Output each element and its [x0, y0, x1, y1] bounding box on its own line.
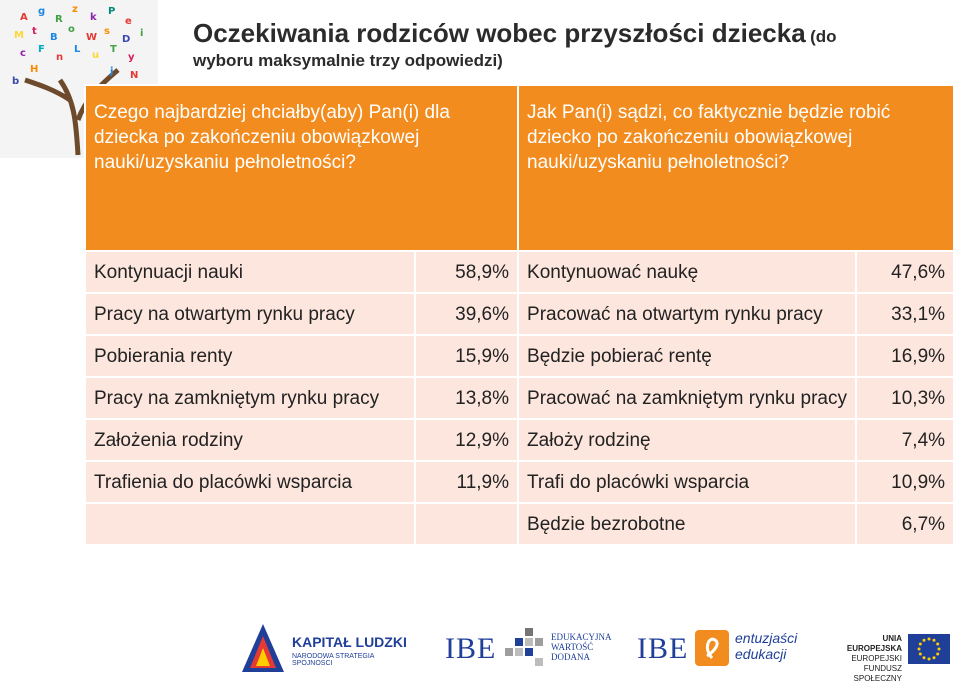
table-row: [85, 251, 954, 293]
svg-text:M: M: [14, 30, 24, 41]
svg-text:F: F: [38, 44, 45, 55]
right-answer-value: 7,4%: [856, 419, 954, 461]
svg-text:n: n: [56, 52, 64, 63]
eu-flag-icon: [908, 634, 950, 664]
ewd-line-3: DODANA: [551, 652, 590, 662]
svg-text:k: k: [90, 12, 97, 23]
ewd-text: [551, 632, 612, 662]
ewd-line-1: EDUKACYJNA: [551, 632, 612, 642]
right-answer-value: 10,9%: [856, 461, 954, 503]
left-answer-label: [85, 503, 415, 545]
svg-text:b: b: [12, 76, 20, 87]
svg-text:u: u: [92, 50, 100, 61]
question-right: Jak Pan(i) sądzi, co faktycznie będzie robić dziecko po zakończeniu obowiązkowej nauki/uzyskaniu pełnoletności?: [518, 85, 954, 251]
left-answer-value: 15,9%: [415, 335, 518, 377]
entuzjasci-emblem-icon: [695, 630, 729, 666]
kapital-ludzki-subtitle: NARODOWA STRATEGIA SPÓJNOŚCI: [292, 653, 375, 667]
right-answer-label: Pracować na zamkniętym rynku pracy: [518, 377, 856, 419]
ewd-line-2: WARTOŚĆ: [551, 642, 594, 652]
table-header-row: [85, 85, 954, 251]
right-answer-value: 6,7%: [856, 503, 954, 545]
table-row: [85, 335, 954, 377]
kapital-ludzki-logo: [240, 622, 410, 674]
eu-line-3: FUNDUSZ SPOŁECZNY: [853, 664, 902, 683]
right-answer-value: 10,3%: [856, 377, 954, 419]
right-answer-label: Będzie pobierać rentę: [518, 335, 856, 377]
left-answer-label: Pracy na otwartym rynku pracy: [85, 293, 415, 335]
table-row: [85, 293, 954, 335]
svg-text:y: y: [128, 52, 135, 63]
svg-text:t: t: [32, 26, 37, 37]
left-answer-label: Pracy na zamkniętym rynku pracy: [85, 377, 415, 419]
right-answer-label: Kontynuować naukę: [518, 251, 856, 293]
left-answer-value: 39,6%: [415, 293, 518, 335]
svg-text:W: W: [86, 32, 98, 43]
title-note: (do: [810, 27, 837, 46]
title-main: Oczekiwania rodziców wobec przyszłości dziecka: [193, 18, 806, 48]
left-answer-value: [415, 503, 518, 545]
svg-text:i: i: [140, 28, 144, 39]
ibe-wordmark: IBE: [445, 632, 497, 665]
right-answer-value: 33,1%: [856, 293, 954, 335]
svg-text:P: P: [108, 6, 116, 17]
eu-line-2: EUROPEJSKI: [851, 654, 902, 663]
svg-text:s: s: [104, 26, 110, 37]
svg-text:B: B: [50, 32, 58, 43]
question-left: Czego najbardziej chciałby(aby) Pan(i) dla dziecka po zakończeniu obowiązkowej nauki/uzyskaniu pełnoletności?: [85, 85, 518, 251]
left-answer-value: 11,9%: [415, 461, 518, 503]
svg-text:N: N: [130, 70, 139, 81]
svg-text:T: T: [110, 44, 117, 55]
svg-text:L: L: [74, 44, 81, 55]
left-answer-value: 13,8%: [415, 377, 518, 419]
svg-text:g: g: [38, 6, 46, 17]
footer-logos: [240, 618, 955, 683]
right-answer-label: Będzie bezrobotne: [518, 503, 856, 545]
ewd-grid-icon: [505, 628, 545, 668]
svg-text:c: c: [20, 48, 26, 59]
eu-text: [830, 634, 902, 684]
svg-text:H: H: [30, 64, 39, 75]
kapital-ludzki-title: KAPITAŁ LUDZKI: [292, 634, 407, 650]
eu-line-1: UNIA EUROPEJSKA: [846, 634, 902, 653]
svg-text:R: R: [55, 14, 63, 25]
left-answer-label: Kontynuacji nauki: [85, 251, 415, 293]
right-answer-label: Pracować na otwartym rynku pracy: [518, 293, 856, 335]
left-answer-label: Pobierania renty: [85, 335, 415, 377]
svg-text:A: A: [20, 12, 28, 23]
right-answer-value: 16,9%: [856, 335, 954, 377]
page-title: [193, 18, 953, 71]
svg-text:j: j: [110, 66, 114, 77]
kapital-ludzki-emblem-icon: [240, 622, 286, 674]
entuzjasci-line-2: edukacji: [735, 646, 787, 662]
survey-results-table: [84, 84, 955, 546]
entuzjasci-line-1: entuzjaści: [735, 630, 798, 646]
left-answer-label: Trafienia do placówki wsparcia: [85, 461, 415, 503]
table-row: [85, 461, 954, 503]
svg-text:o: o: [68, 24, 75, 35]
ibe-entuzjasci-logo: [637, 628, 807, 674]
left-answer-value: 12,9%: [415, 419, 518, 461]
title-subtitle: wyboru maksymalnie trzy odpowiedzi): [193, 51, 503, 70]
entuzjasci-text: [735, 630, 797, 662]
table-row: [85, 503, 954, 545]
table-row: [85, 377, 954, 419]
ibe-wordmark: IBE: [637, 632, 689, 665]
svg-text:D: D: [122, 34, 131, 45]
right-answer-label: Założy rodzinę: [518, 419, 856, 461]
right-answer-label: Trafi do placówki wsparcia: [518, 461, 856, 503]
svg-text:z: z: [72, 4, 78, 15]
svg-text:e: e: [125, 16, 132, 27]
left-answer-label: Założenia rodziny: [85, 419, 415, 461]
left-answer-value: 58,9%: [415, 251, 518, 293]
right-answer-value: 47,6%: [856, 251, 954, 293]
table-row: [85, 419, 954, 461]
ibe-ewd-logo: [445, 628, 615, 674]
eu-efs-logo: [830, 628, 955, 683]
